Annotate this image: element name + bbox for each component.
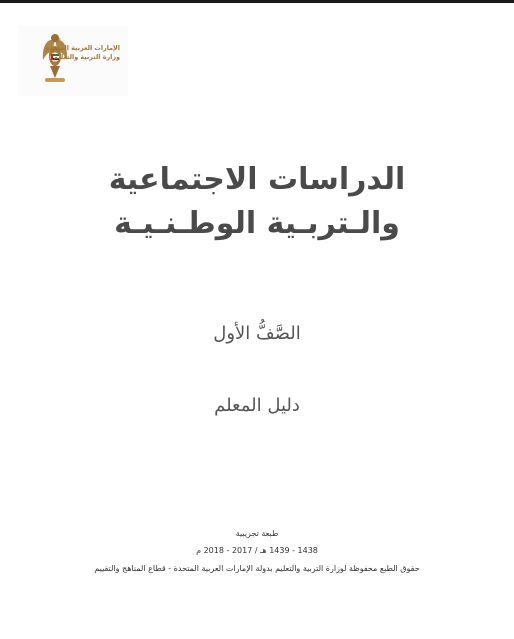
ministry-name: وزارة التربية والتعليم (53, 53, 120, 61)
grade-label: الصَّفُّ الأول (213, 323, 301, 344)
ministry-country-name: الإمارات العربية المتحدة (45, 44, 120, 52)
copyright-notice: حقوق الطبع محفوظة لوزارة التربية والتعليم بدولة الإمارات العربية المتحدة - قطاع المناهج والتقييم (94, 564, 420, 573)
page-top-border (0, 0, 514, 3)
book-title-line1: الدراسات الاجتماعية (108, 162, 406, 197)
book-type-label: دليل المعلم (214, 395, 300, 416)
book-title-line2: والـتربـية الوطـنـيـة (114, 206, 400, 241)
academic-years: 1438 - 1439 هـ / 2017 - 2018 م (196, 546, 318, 555)
edition-label: طبعة تجريبية (235, 529, 279, 538)
ministry-logo (18, 26, 128, 96)
